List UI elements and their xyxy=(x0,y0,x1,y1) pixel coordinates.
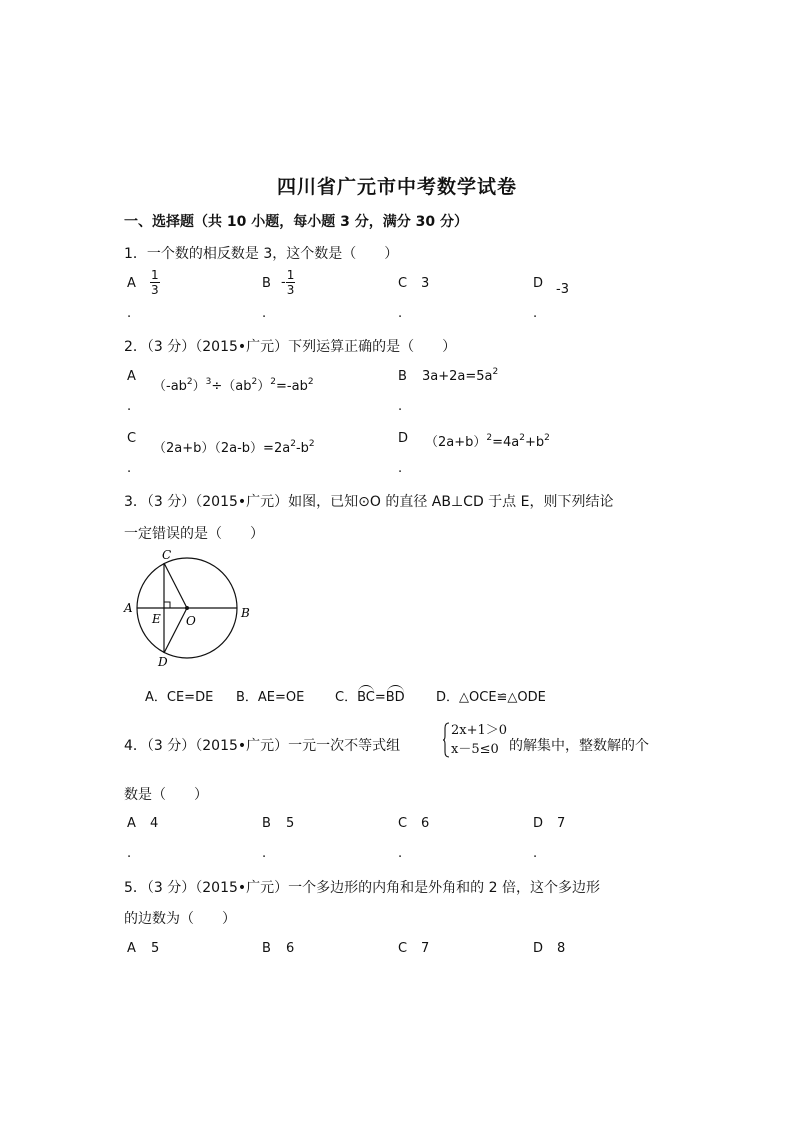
option-letter: D xyxy=(533,276,544,291)
exponent: 2 xyxy=(519,433,525,443)
option-letter: B xyxy=(262,941,271,956)
arc-bc: BC xyxy=(357,690,375,705)
inequality-2: x－5≤0 xyxy=(451,742,499,757)
option-value: 5 xyxy=(286,816,295,831)
equals: = xyxy=(374,690,386,705)
option-letter: C xyxy=(398,816,408,831)
option-a-fraction xyxy=(150,268,160,297)
option-letter: B xyxy=(262,816,271,831)
option-dot: . xyxy=(398,306,403,321)
option-letter: B xyxy=(398,369,407,384)
option-letter: A xyxy=(127,816,136,831)
option-b-expression xyxy=(422,369,498,384)
exponent: 2 xyxy=(544,433,550,443)
option-value: 5 xyxy=(151,941,160,956)
section-heading: 一、选择题（共 10 小题，每小题 3 分，满分 30 分） xyxy=(124,214,468,230)
option-d-expression xyxy=(425,431,550,450)
question-stem-line2: 的边数为（ ） xyxy=(124,911,236,927)
option-letter: A xyxy=(127,941,136,956)
expr-part: ） xyxy=(257,379,271,394)
exponent: 2 xyxy=(492,367,499,377)
expr-part: 3a+2a=5a xyxy=(422,369,493,384)
option-dot: . xyxy=(127,399,132,414)
option-letter: A xyxy=(127,369,136,384)
exponent: 2 xyxy=(290,439,296,449)
option-dot: . xyxy=(262,846,267,861)
denominator: 3 xyxy=(286,283,295,297)
question-stem-line1: 5．（3 分）（2015•广元）一个多边形的内角和是外角和的 2 倍，这个多边形 xyxy=(124,880,600,896)
option-dot: . xyxy=(533,846,538,861)
expr-part: （-ab xyxy=(153,379,187,394)
option-a-expression xyxy=(153,375,314,394)
option-letter: C xyxy=(398,276,408,291)
label-o: O xyxy=(186,614,196,628)
denominator: 3 xyxy=(151,283,159,297)
option-dot: . xyxy=(262,306,267,321)
option-value: 7 xyxy=(421,941,430,956)
question-stem-line1: 3．（3 分）（2015•广元）如图，已知⊙O 的直径 AB⊥CD 于点 E，则下列结论 xyxy=(124,494,614,510)
option-letter: D xyxy=(533,816,544,831)
label-a: A xyxy=(124,601,133,615)
option-letter: A xyxy=(127,276,136,291)
brace-icon xyxy=(442,722,450,758)
option-letter: B xyxy=(262,276,271,291)
circle-diagram xyxy=(118,545,258,670)
exponent: 2 xyxy=(308,439,315,449)
exponent: 2 xyxy=(307,377,314,387)
exponent: 2 xyxy=(251,377,258,387)
question-stem-part1: 4．（3 分）（2015•广元）一元一次不等式组 xyxy=(124,738,401,754)
numerator: 1 xyxy=(151,268,159,282)
label-b: B xyxy=(241,606,250,620)
option-value: 7 xyxy=(557,816,566,831)
segment-oc xyxy=(164,563,187,608)
expr-part: （2a+b）（2a-b）=2a xyxy=(153,441,291,456)
inequality-1: 2x+1＞0 xyxy=(451,723,508,738)
exponent: 2 xyxy=(270,377,277,387)
option-letter: C xyxy=(398,941,408,956)
page-title: 四川省广元市中考数学试卷 xyxy=(276,176,517,198)
fraction xyxy=(286,268,296,297)
option-value: 3 xyxy=(421,276,430,291)
option-letter: D xyxy=(533,941,544,956)
question-stem-line2: 数是（ ） xyxy=(124,787,208,803)
expr-part: =4a xyxy=(492,435,520,450)
exponent: 2 xyxy=(186,377,193,387)
question-stem: 1．一个数的相反数是 3，这个数是（ ） xyxy=(124,246,399,262)
expr-part: （2a+b） xyxy=(425,435,487,450)
option-value: -3 xyxy=(556,282,569,297)
label-e: E xyxy=(152,612,161,626)
expr-part: =-ab xyxy=(276,379,308,394)
exponent: 2 xyxy=(486,433,493,443)
fraction xyxy=(150,268,160,297)
option-d: D．△OCE≌△ODE xyxy=(436,690,546,705)
option-dot: . xyxy=(398,399,403,414)
option-a: A．CE=DE xyxy=(145,690,214,705)
expr-part: +b xyxy=(525,435,545,450)
segment-od xyxy=(164,608,187,653)
right-angle-mark xyxy=(164,602,170,608)
expr-part: ÷（ab xyxy=(211,379,252,394)
option-dot: . xyxy=(127,846,132,861)
option-dot: . xyxy=(127,461,132,476)
label-c: C xyxy=(162,548,172,562)
center-point xyxy=(185,606,189,610)
exponent: 3 xyxy=(205,377,212,387)
numerator: 1 xyxy=(286,268,295,282)
option-letter: D xyxy=(398,431,409,446)
option-dot: . xyxy=(127,306,132,321)
option-c xyxy=(335,686,405,705)
option-dot: . xyxy=(398,461,403,476)
inequality-system xyxy=(451,721,507,759)
option-value: 8 xyxy=(557,941,566,956)
option-c-expression xyxy=(153,437,315,456)
option-b: B．AE=OE xyxy=(236,690,305,705)
option-dot: . xyxy=(398,846,403,861)
expr-part: -b xyxy=(295,441,309,456)
option-value: 6 xyxy=(286,941,295,956)
question-stem-line2: 一定错误的是（ ） xyxy=(124,526,264,542)
minus-sign: - xyxy=(281,275,286,290)
label-d: D xyxy=(158,655,168,669)
option-prefix: C． xyxy=(335,690,358,705)
option-value: 4 xyxy=(150,816,159,831)
option-letter: C xyxy=(127,431,137,446)
option-value: 6 xyxy=(421,816,430,831)
option-b-fraction xyxy=(281,268,295,297)
option-dot: . xyxy=(533,306,538,321)
expr-part: ） xyxy=(192,379,206,394)
arc-bd: BD xyxy=(385,690,405,705)
question-stem-part2: 的解集中，整数解的个 xyxy=(509,738,649,754)
question-stem: 2．（3 分）（2015•广元）下列运算正确的是（ ） xyxy=(124,339,457,355)
